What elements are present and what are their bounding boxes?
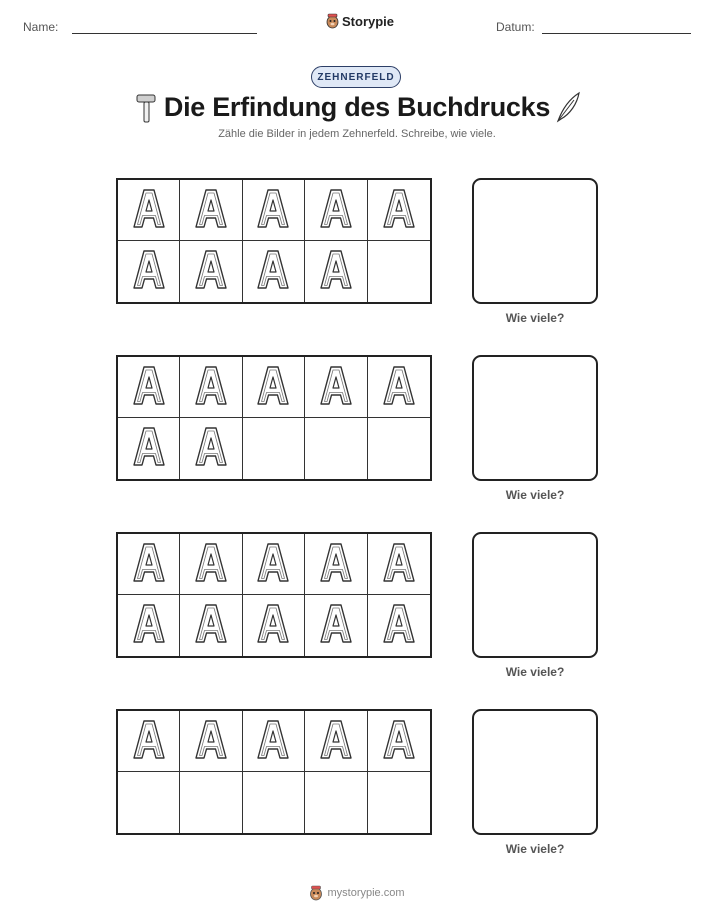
mascot-icon bbox=[309, 885, 323, 901]
ten-frame-cell bbox=[180, 772, 242, 833]
letter-a-icon bbox=[253, 362, 293, 413]
letter-a-icon bbox=[379, 539, 419, 590]
letter-a-icon bbox=[129, 600, 169, 651]
letter-a-icon bbox=[253, 539, 293, 590]
answer-label: Wie viele? bbox=[505, 665, 565, 679]
ten-frame-cell bbox=[118, 595, 180, 656]
ten-frame-cell bbox=[118, 241, 180, 302]
ten-frame-cell bbox=[243, 711, 305, 772]
page-title: Die Erfindung des Buchdrucks bbox=[163, 92, 551, 122]
ten-frame-cell bbox=[368, 180, 430, 241]
quill-feather-icon bbox=[554, 90, 582, 124]
ten-frame-cell bbox=[180, 357, 242, 418]
letter-a-icon bbox=[253, 246, 293, 297]
ten-frame-cell bbox=[118, 772, 180, 833]
ten-frame-cell bbox=[305, 534, 367, 595]
letter-a-icon bbox=[191, 185, 231, 236]
ten-frame-cell bbox=[243, 180, 305, 241]
ten-frame-cell bbox=[118, 357, 180, 418]
letter-a-icon bbox=[316, 716, 356, 767]
letter-a-icon bbox=[191, 423, 231, 474]
letter-a-icon bbox=[191, 716, 231, 767]
name-line[interactable] bbox=[72, 33, 257, 34]
letter-a-icon bbox=[316, 539, 356, 590]
storypie-logo bbox=[326, 13, 394, 29]
letter-a-icon bbox=[191, 600, 231, 651]
mascot-icon bbox=[326, 13, 339, 29]
footer bbox=[0, 885, 714, 901]
answer-label: Wie viele? bbox=[505, 311, 565, 325]
ten-frame bbox=[116, 178, 432, 304]
ten-frame-cell bbox=[368, 357, 430, 418]
topic-badge: ZEHNERFELD bbox=[311, 66, 401, 88]
date-label: Datum: bbox=[496, 20, 535, 34]
ten-frame-cell bbox=[180, 241, 242, 302]
letter-a-icon bbox=[253, 185, 293, 236]
ten-frame bbox=[116, 532, 432, 658]
answer-box[interactable] bbox=[472, 178, 598, 304]
letter-a-icon bbox=[129, 362, 169, 413]
ten-frame-cell bbox=[180, 418, 242, 479]
ten-frame-cell bbox=[243, 241, 305, 302]
letter-a-icon bbox=[191, 539, 231, 590]
ten-frame-cell bbox=[118, 180, 180, 241]
letter-a-icon bbox=[379, 600, 419, 651]
date-line[interactable] bbox=[542, 33, 691, 34]
ten-frame-cell bbox=[305, 418, 367, 479]
letter-a-icon bbox=[129, 185, 169, 236]
letter-a-icon bbox=[316, 600, 356, 651]
ten-frame-cell bbox=[368, 534, 430, 595]
ten-frame-cell bbox=[243, 534, 305, 595]
letter-a-icon bbox=[379, 716, 419, 767]
ten-frame-cell bbox=[118, 711, 180, 772]
ten-frame-cell bbox=[368, 711, 430, 772]
answer-label: Wie viele? bbox=[505, 842, 565, 856]
ten-frame-cell bbox=[305, 180, 367, 241]
instruction-text: Zähle die Bilder in jedem Zehnerfeld. Schreibe, wie viele. bbox=[218, 128, 496, 140]
ten-frame-cell bbox=[243, 595, 305, 656]
letter-a-icon bbox=[316, 362, 356, 413]
answer-label: Wie viele? bbox=[505, 488, 565, 502]
ten-frame-cell bbox=[118, 418, 180, 479]
brand-name: Storypie bbox=[342, 13, 395, 29]
answer-box[interactable] bbox=[472, 709, 598, 835]
letter-a-icon bbox=[316, 246, 356, 297]
ten-frame-cell bbox=[305, 711, 367, 772]
ten-frame-cell bbox=[180, 534, 242, 595]
name-label: Name: bbox=[23, 20, 59, 34]
ten-frame-cell bbox=[368, 595, 430, 656]
ten-frame-cell bbox=[243, 772, 305, 833]
ten-frame-cell bbox=[368, 418, 430, 479]
ten-frame-cell bbox=[180, 595, 242, 656]
letter-a-icon bbox=[379, 185, 419, 236]
letter-a-icon bbox=[253, 600, 293, 651]
letter-a-icon bbox=[316, 185, 356, 236]
ten-frame-cell bbox=[305, 241, 367, 302]
ten-frame-cell bbox=[118, 534, 180, 595]
letter-a-icon bbox=[129, 423, 169, 474]
ten-frame-cell bbox=[243, 418, 305, 479]
letter-a-icon bbox=[379, 362, 419, 413]
answer-box[interactable] bbox=[472, 532, 598, 658]
letter-a-icon bbox=[253, 716, 293, 767]
ten-frame bbox=[116, 709, 432, 835]
ten-frame-cell bbox=[243, 357, 305, 418]
letter-a-icon bbox=[129, 246, 169, 297]
ten-frame-cell bbox=[368, 241, 430, 302]
ten-frame-cell bbox=[305, 595, 367, 656]
ten-frame-cell bbox=[305, 772, 367, 833]
ten-frame-cell bbox=[180, 180, 242, 241]
ten-frame bbox=[116, 355, 432, 481]
letter-a-icon bbox=[191, 246, 231, 297]
ten-frame-cell bbox=[305, 357, 367, 418]
letter-a-icon bbox=[129, 716, 169, 767]
letter-a-icon bbox=[191, 362, 231, 413]
ten-frame-cell bbox=[180, 711, 242, 772]
footer-url[interactable]: mystorypie.com bbox=[327, 887, 405, 899]
ten-frame-cell bbox=[368, 772, 430, 833]
answer-box[interactable] bbox=[472, 355, 598, 481]
letter-a-icon bbox=[129, 539, 169, 590]
